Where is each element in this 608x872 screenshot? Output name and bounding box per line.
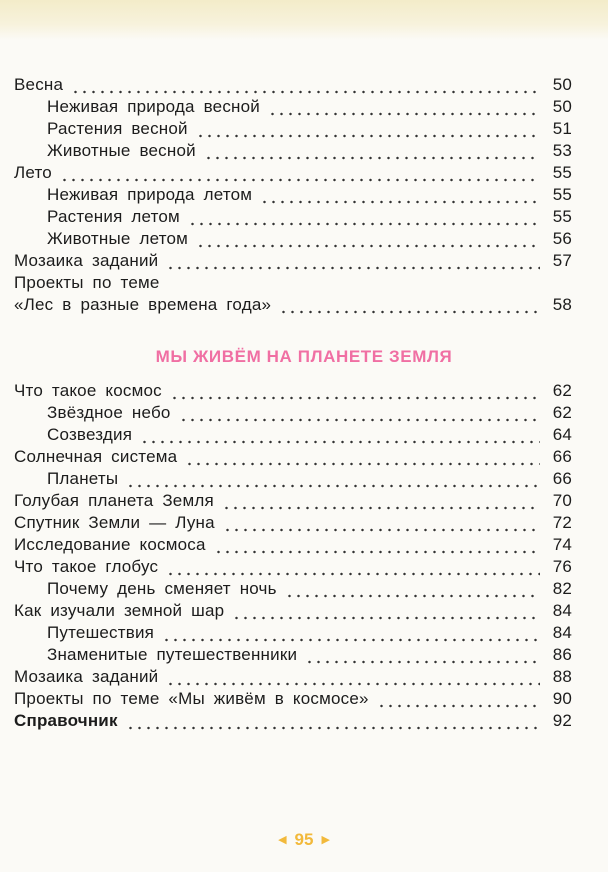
toc-entry-title: Растения летом [47, 207, 180, 226]
toc-entry-title: Солнечная система [14, 447, 178, 466]
toc-entry-title: Как изучали земной шар [14, 601, 225, 620]
toc-entry-title: Знаменитые путешественники [47, 645, 298, 664]
toc-entry-page: 92 [552, 711, 572, 730]
toc-entry[interactable] [14, 556, 572, 578]
toc-entry-page: 84 [552, 601, 572, 620]
dot-leader [166, 556, 540, 578]
toc-entry-page: 58 [552, 295, 572, 314]
dot-leader [377, 688, 540, 710]
toc-entry[interactable] [14, 74, 572, 96]
dot-leader [188, 206, 540, 228]
toc-entry-page: 86 [552, 645, 572, 664]
toc-entry-title: Созвездия [47, 425, 133, 444]
toc-entry[interactable] [14, 380, 572, 402]
toc-entry-page: 82 [552, 579, 572, 598]
toc-entry-title: Справочник [14, 711, 118, 730]
dot-leader [204, 140, 540, 162]
toc-entry-page: 50 [552, 75, 572, 94]
toc-entry[interactable] [47, 96, 572, 118]
toc-entry-title: Животные летом [47, 229, 189, 248]
dot-leader [126, 468, 540, 490]
toc-entry-title: Мозаика заданий [14, 667, 159, 686]
toc-entry-page: 55 [552, 207, 572, 226]
triangle-right-icon: ▶ [321, 834, 330, 846]
page-number-footer [0, 830, 608, 850]
toc-entry[interactable] [47, 402, 572, 424]
toc-entry-title: Исследование космоса [14, 535, 206, 554]
toc-entry-page: 57 [552, 251, 572, 270]
section-heading: МЫ ЖИВЁМ НА ПЛАНЕТЕ ЗЕМЛЯ [155, 347, 453, 366]
toc-entry[interactable] [14, 534, 572, 556]
page-number: 95 [294, 830, 314, 849]
dot-leader [170, 380, 540, 402]
dot-leader [279, 294, 540, 316]
toc-entry-reference[interactable] [14, 710, 572, 732]
toc-entry-title: Животные весной [47, 141, 196, 160]
toc-entry[interactable] [14, 490, 572, 512]
toc-entry-title: Растения весной [47, 119, 188, 138]
toc-entry-line2[interactable] [14, 294, 572, 316]
toc-entry[interactable] [47, 622, 572, 644]
toc-entry-page: 55 [552, 185, 572, 204]
dot-leader [214, 534, 540, 556]
dot-leader [140, 424, 540, 446]
toc-entry[interactable] [47, 644, 572, 666]
toc-entry[interactable] [47, 140, 572, 162]
toc-entry-page: 66 [552, 469, 572, 488]
toc-entry-title: Проекты по теме [14, 273, 160, 292]
toc-entry[interactable] [14, 666, 572, 688]
dot-leader [162, 622, 540, 644]
toc-entry-title: Что такое космос [14, 381, 162, 400]
toc-entry-title: Неживая природа весной [47, 97, 260, 116]
toc-entry-page: 70 [552, 491, 572, 510]
toc-entry[interactable] [47, 578, 572, 600]
toc-entry-title: Лето [14, 163, 52, 182]
toc-entry-page: 55 [552, 163, 572, 182]
toc-entry-page: 76 [552, 557, 572, 576]
toc-entry-page: 62 [552, 403, 572, 422]
dot-leader [126, 710, 540, 732]
dot-leader [166, 250, 540, 272]
toc-entry-title: Звёздное небо [47, 403, 171, 422]
toc-entry-title: Проекты по теме «Мы живём в космосе» [14, 689, 369, 708]
dot-leader [196, 228, 540, 250]
dot-leader [222, 490, 540, 512]
toc-entry[interactable] [14, 250, 572, 272]
toc-entry-title: Спутник Земли — Луна [14, 513, 215, 532]
toc-entry-page: 50 [552, 97, 572, 116]
toc-entry-page: 74 [552, 535, 572, 554]
toc-entry[interactable] [14, 600, 572, 622]
toc-entry[interactable] [14, 688, 572, 710]
toc-entry-title: Что такое глобус [14, 557, 159, 576]
dot-leader [268, 96, 540, 118]
toc-entry-page: 90 [552, 689, 572, 708]
toc-entry-title: Весна [14, 75, 64, 94]
toc-entry-title: Мозаика заданий [14, 251, 159, 270]
toc-entry-title: Планеты [47, 469, 119, 488]
toc-entry-page: 84 [552, 623, 572, 642]
dot-leader [223, 512, 540, 534]
toc-entry[interactable] [47, 468, 572, 490]
dot-leader [196, 118, 540, 140]
toc-entry-title: «Лес в разные времена года» [14, 295, 272, 314]
toc-entry-page: 51 [552, 119, 572, 138]
dot-leader [232, 600, 540, 622]
toc-entry-line1[interactable] [14, 272, 572, 294]
toc-entry-page: 62 [552, 381, 572, 400]
toc-entry[interactable] [47, 118, 572, 140]
toc-entry-title: Голубая планета Земля [14, 491, 214, 510]
dot-leader [71, 74, 540, 96]
toc-entry[interactable] [47, 228, 572, 250]
dot-leader [179, 402, 540, 424]
dot-leader [60, 162, 540, 184]
toc-entry-page: 56 [552, 229, 572, 248]
toc-entry-page: 66 [552, 447, 572, 466]
toc-entry[interactable] [14, 512, 572, 534]
toc-entry-title: Неживая природа летом [47, 185, 253, 204]
dot-leader [260, 184, 540, 206]
toc-entry-page: 88 [552, 667, 572, 686]
dot-leader [185, 446, 540, 468]
toc-entry-title: Почему день сменяет ночь [47, 579, 277, 598]
toc-entry-title: Путешествия [47, 623, 155, 642]
toc-entry-page: 53 [552, 141, 572, 160]
toc-entry[interactable] [47, 424, 572, 446]
toc-entry[interactable] [14, 446, 572, 468]
dot-leader [305, 644, 540, 666]
toc-entry[interactable] [14, 162, 572, 184]
toc-entry-page: 64 [552, 425, 572, 444]
toc-entry[interactable] [47, 184, 572, 206]
dot-leader [285, 578, 540, 600]
dot-leader [166, 666, 540, 688]
toc-entry[interactable] [47, 206, 572, 228]
toc-entry-page: 72 [552, 513, 572, 532]
triangle-left-icon: ◀ [278, 834, 287, 846]
